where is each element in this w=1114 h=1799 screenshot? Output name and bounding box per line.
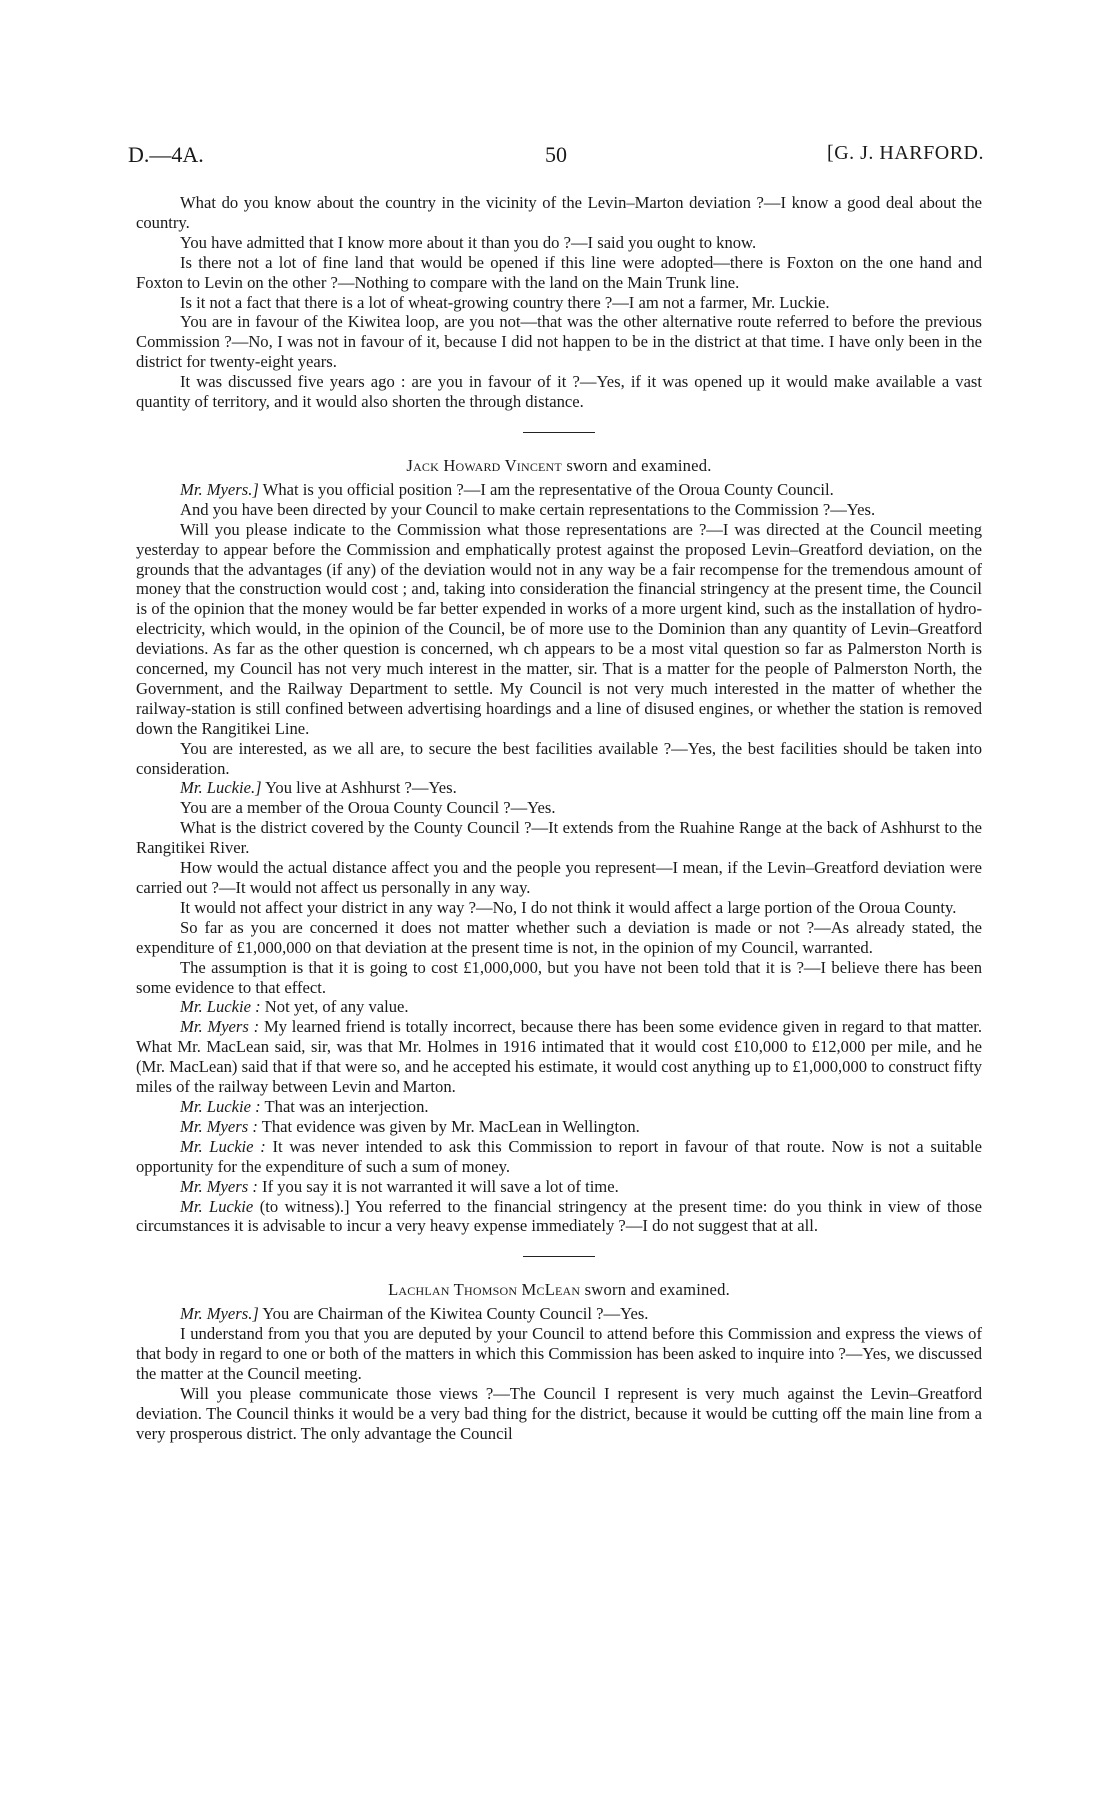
paragraph-text: Will you please indicate to the Commission what those representations are ?—I was directed at the Council meeting yesterday to appear before the Commission and emphatically protest against the proposed Levin–Greatford deviation, on the grounds that the advantages (if any) of the deviation would not in any way be a fair recompense for the tremendous amount of money that the construction would cost ; and, taking into consideration the financial stringency at the present time, the Council is of the opinion that the money would be far better expended in works of a more urgent kind, such as the installation of hydro-electricity, which would, in the opinion of the Council, be of more use to the Dominion than any quantity of Levin–Greatford deviations. As far as the other question is concerned, wh ch appears to be a most vital question so far as Palmerston North is concerned, my Council has not very much interest in the matter, sir. That is a matter for the people of Palmerston North, the Government, and the Railway Department to settle. My Council is not very much interested in the matter of whether the railway-station is still confined between advertising hoardings and a line of disused engines, or whether the station is removed down the Rangitikei Line. <box>136 519 982 738</box>
paragraph <box>136 958 982 998</box>
paragraph <box>136 1384 982 1444</box>
speaker-label: Mr. Luckie <box>180 1196 254 1216</box>
paragraph <box>136 778 982 798</box>
paragraph <box>136 1324 982 1384</box>
paragraph <box>136 1177 982 1197</box>
paragraph <box>136 1117 982 1137</box>
speaker-label: Mr. Luckie : <box>180 997 261 1017</box>
paragraph-text: My learned friend is totally incorrect, because there has been some evidence given in regard to that matter. What Mr. MacLean said, sir, was that Mr. Holmes in 1916 intimated that it would cost £10,000 to £12,000 per mile, and he (Mr. MacLean) said that if that were so, and he accepted his estimate, it would cost anything up to £1,000,000 to construct fifty miles of the railway between Levin and Marton. <box>136 1017 982 1097</box>
paragraph-text: Not yet, of any value. <box>260 997 409 1017</box>
paragraph-text: That was an interjection. <box>260 1096 429 1116</box>
paragraph <box>136 818 982 858</box>
paragraph-text: You are interested, as we all are, to secure the best facilities available ?—Yes, the best facilities should be taken into consideration. <box>136 738 982 778</box>
speaker-label: Mr. Luckie : <box>180 1096 261 1116</box>
page-header <box>128 142 984 174</box>
paragraph-text: It was never intended to ask this Commission to report in favour of that route. Now is not a suitable opportunity for the expenditure of such a sum of money. <box>136 1136 982 1176</box>
harford-testimony <box>136 193 982 412</box>
witness-name: Jack Howard Vincent <box>406 455 562 475</box>
paragraph: You are in favour of the Kiwitea loop, are you not—that was the other alternative route referred to before the previous Commission ?—No, I was not in favour of it, because I did not happen to be in the district at that time. I have only been in the district for twenty-eight years. <box>136 312 982 372</box>
paragraph: You have admitted that I know more about it than you do ?—I said you ought to know. <box>180 232 757 252</box>
paragraph <box>136 1137 982 1177</box>
running-head-witness: [G. J. HARFORD. <box>827 142 984 164</box>
page-number: 50 <box>545 142 567 167</box>
paragraph: Is there not a lot of fine land that would be opened if this line were adopted—there is Foxton on the one hand and Foxton to Levin on the other ?—Nothing to compare with the land on the Main Trunk line. <box>136 252 982 292</box>
vincent-testimony <box>136 480 982 1236</box>
speaker-label: Mr. Luckie.] <box>180 778 262 798</box>
paragraph-text: And you have been directed by your Council to make certain representations to the Commission ?—Yes. <box>180 499 876 519</box>
paragraph-text: You are a member of the Oroua County Council ?—Yes. <box>180 798 556 818</box>
paragraph-text: So far as you are concerned it does not matter whether such a deviation is made or not ?—As already stated, the expenditure of £1,000,000 on that deviation at the present time is not, in the opinion of my Council, warranted. <box>136 917 982 957</box>
paragraph-text: Will you please communicate those views ?—The Council I represent is very much against the Levin–Greatford deviation. The Council thinks it would be a very bad thing for the district, because it would be cutting off the main line from a very prosperous district. The only advantage the Council <box>136 1383 982 1443</box>
paragraph-text: What is you official position ?—I am the representative of the Oroua County Council. <box>258 479 834 499</box>
paragraph <box>136 1197 982 1237</box>
document-body <box>136 193 982 1444</box>
speaker-label: Mr. Myers.] <box>180 1304 259 1324</box>
witness-heading-vincent <box>136 456 982 476</box>
paragraph <box>136 798 982 818</box>
paragraph: It was discussed five years ago : are you in favour of it ?—Yes, if it was opened up it would make available a vast quantity of territory, and it would also shorten the through distance. <box>136 372 982 412</box>
paragraph-text: That evidence was given by Mr. MacLean in Wellington. <box>257 1116 640 1136</box>
paragraph-text: (to witness).] You referred to the financial stringency at the present time: do you think in view of those circumstances it is advisable to incur a very heavy expense immediately ?—I do not suggest that at all. <box>136 1196 982 1236</box>
speaker-label: Mr. Myers : <box>180 1116 258 1136</box>
witness-heading-suffix: sworn and examined. <box>561 455 712 475</box>
paragraph-text: The assumption is that it is going to cost £1,000,000, but you have not been told that it is ?—I believe there has been some evidence to that effect. <box>136 957 982 997</box>
speaker-label: Mr. Luckie : <box>180 1136 266 1156</box>
paragraph-text: How would the actual distance affect you and the people you represent—I mean, if the Levin–Greatford deviation were carried out ?—It would not affect us personally in any way. <box>136 858 982 897</box>
paragraph <box>136 858 982 898</box>
section-divider <box>136 432 982 433</box>
paragraph <box>136 1017 982 1097</box>
paragraph <box>136 997 982 1017</box>
section-divider <box>136 1256 982 1257</box>
speaker-label: Mr. Myers.] <box>180 479 259 499</box>
paragraph: Is it not a fact that there is a lot of wheat-growing country there ?—I am not a farmer, Mr. Luckie. <box>180 292 830 312</box>
document-reference: D.—4A. <box>128 142 204 167</box>
paragraph <box>136 918 982 958</box>
mclean-testimony <box>136 1304 982 1443</box>
paragraph-text: You are Chairman of the Kiwitea County Council ?—Yes. <box>258 1304 649 1324</box>
paragraph <box>136 898 982 918</box>
witness-name: Lachlan Thomson McLean <box>388 1280 581 1300</box>
paragraph-text: If you say it is not warranted it will save a lot of time. <box>257 1176 619 1196</box>
paragraph <box>136 480 982 500</box>
paragraph: What do you know about the country in the vicinity of the Levin–Marton deviation ?—I know a good deal about the country. <box>136 193 982 232</box>
speaker-label: Mr. Myers : <box>180 1176 258 1196</box>
paragraph <box>136 1097 982 1117</box>
witness-heading-mclean <box>136 1280 982 1300</box>
paragraph-text: What is the district covered by the County Council ?—It extends from the Ruahine Range at the back of Ashhurst to the Rangitikei River. <box>136 818 982 858</box>
paragraph-text: You live at Ashhurst ?—Yes. <box>261 778 457 798</box>
paragraph <box>136 739 982 779</box>
paragraph-text: I understand from you that you are deputed by your Council to attend before this Commission and express the views of that body in regard to one or both of the matters in which this Commission has been asked to inquire into ?—Yes, we discussed the matter at the Council meeting. <box>136 1324 982 1383</box>
paragraph <box>136 1304 982 1324</box>
witness-heading-suffix: sworn and examined. <box>580 1280 730 1300</box>
paragraph-text: It would not affect your district in any way ?—No, I do not think it would affect a large portion of the Oroua County. <box>180 897 957 917</box>
paragraph <box>136 520 982 739</box>
paragraph <box>136 500 982 520</box>
speaker-label: Mr. Myers : <box>180 1017 260 1037</box>
